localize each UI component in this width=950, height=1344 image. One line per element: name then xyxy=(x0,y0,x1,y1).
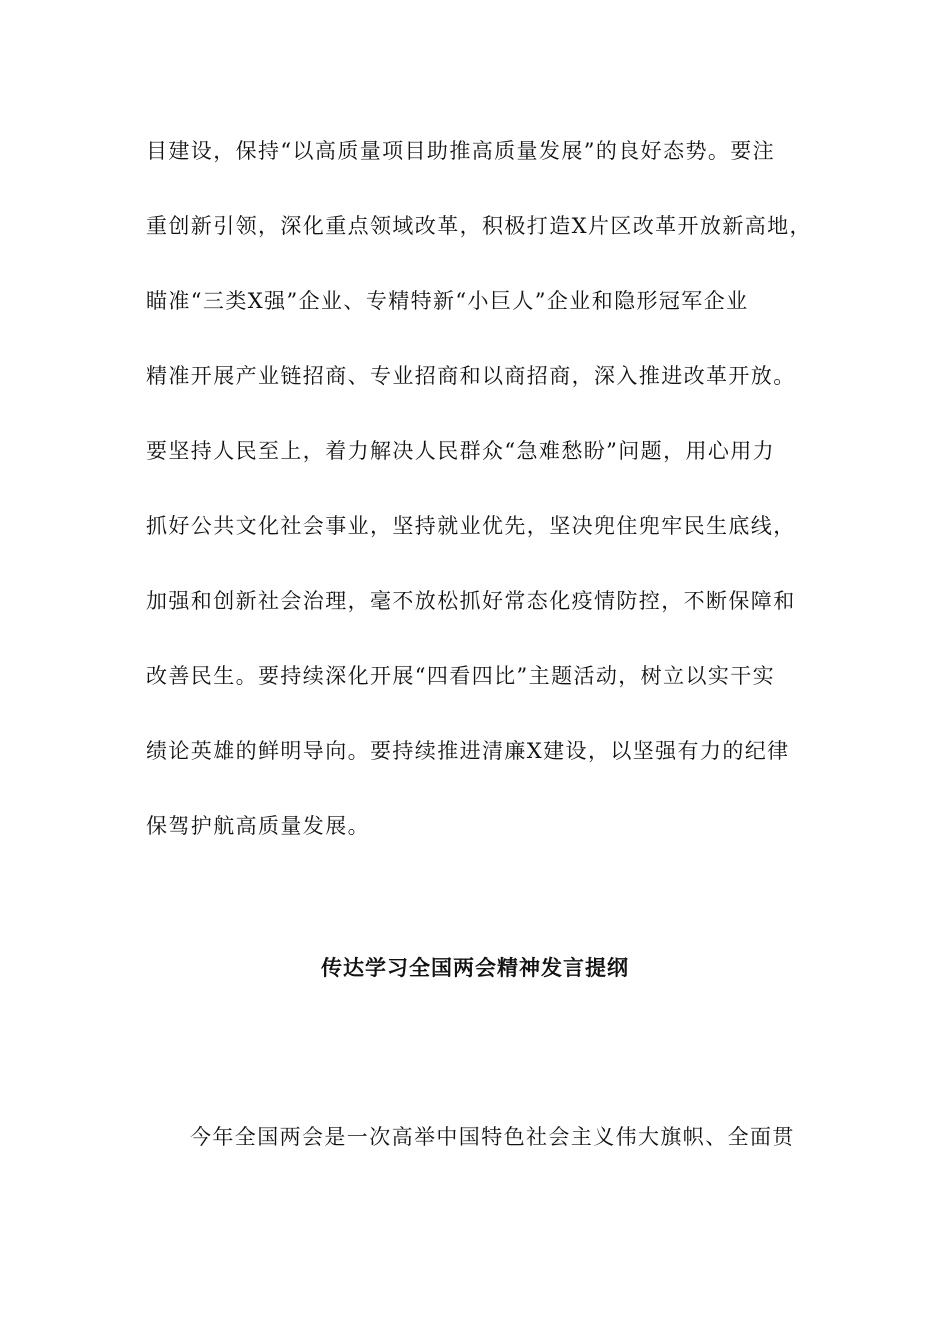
paragraph-line-3: 瞄准“三类X强”企业、专精特新“小巨人”企业和隐形冠军企业 xyxy=(146,289,749,313)
paragraph-line-6: 抓好公共文化社会事业，坚持就业优先，坚决兜住兜牢民生底线， xyxy=(146,514,796,538)
paragraph-line-4: 精准开展产业链招商、专业招商和以商招商，深入推进改革开放。 xyxy=(146,364,796,388)
paragraph-line-8: 改善民生。要持续深化开展“四看四比”主题活动，树立以实干实 xyxy=(146,664,776,688)
paragraph-line-5: 要坚持人民至上，着力解决人民群众“急难愁盼”问题，用心用力 xyxy=(146,439,776,463)
paragraph-line-1: 目建设，保持“以高质量项目助推高质量发展”的良好态势。要注 xyxy=(146,139,776,163)
paragraph-line-9: 绩论英雄的鲜明导向。要持续推进清廉X建设，以坚强有力的纪律 xyxy=(146,739,790,763)
paragraph-line-10: 保驾护航高质量发展。 xyxy=(146,814,370,838)
intro-line: 今年全国两会是一次高举中国特色社会主义伟大旗帜、全面贯 xyxy=(190,1125,795,1149)
section-title: 传达学习全国两会精神发言提纲 xyxy=(321,956,629,980)
paragraph-line-7: 加强和创新社会治理，毫不放松抓好常态化疫情防控，不断保障和 xyxy=(146,589,796,613)
paragraph-line-2: 重创新引领，深化重点领域改革，积极打造X片区改革开放新高地， xyxy=(146,214,812,238)
